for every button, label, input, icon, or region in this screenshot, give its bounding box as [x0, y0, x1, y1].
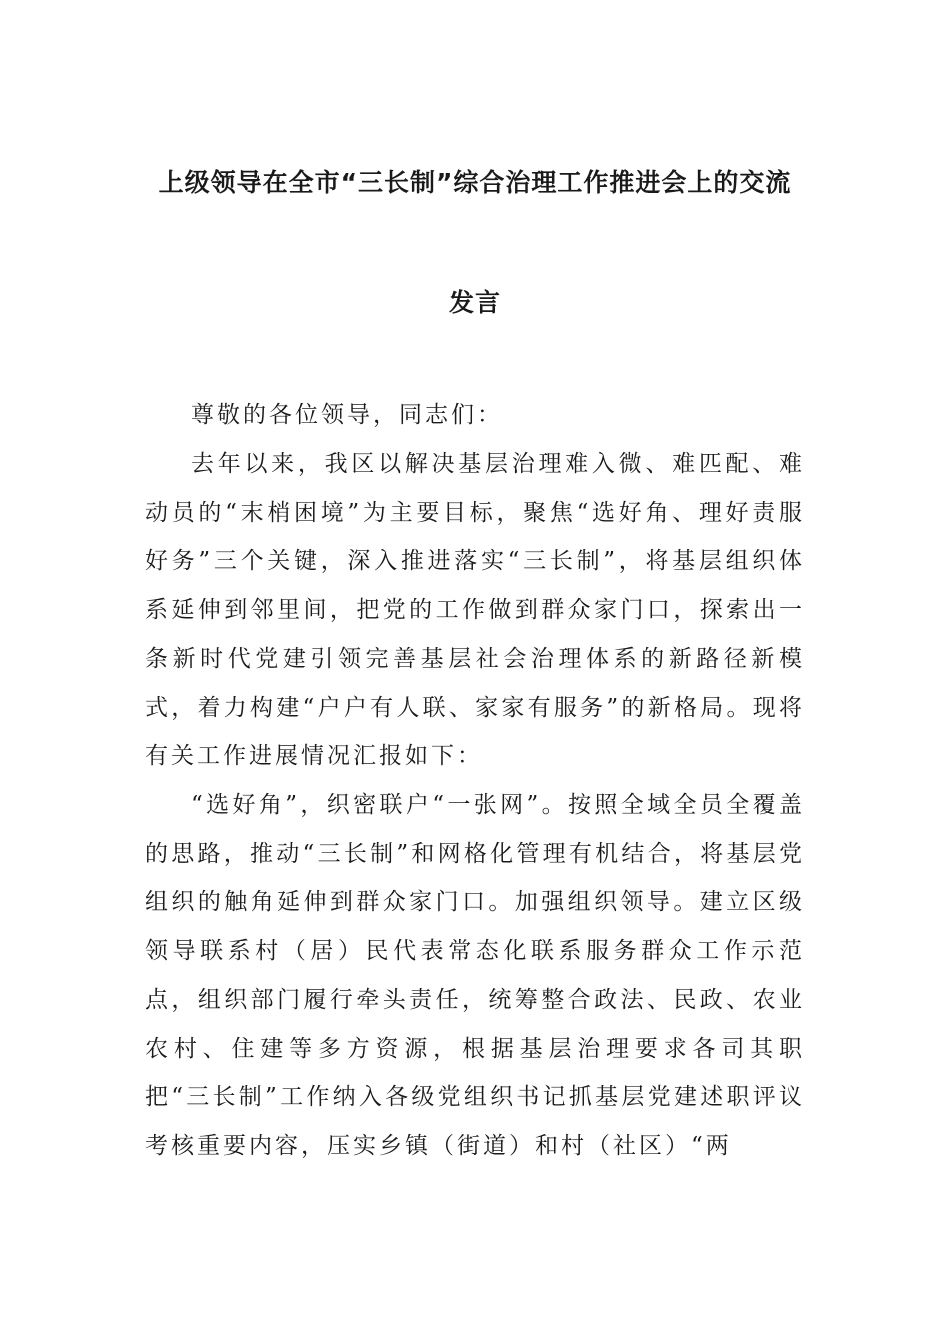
document-title-line-1: 上级领导在全市“三长制”综合治理工作推进会上的交流: [158, 168, 792, 197]
body-paragraph-2: [145, 781, 805, 1171]
paragraph-text: 去年以来，我区以解决基层治理难入微、难匹配、难动员的“末梢困境”为主要目标，聚焦“选好角、理好责服好务”三个关键，深入推进落实“三长制”，将基层组织体系延伸到邻里间，把党的工作做到群众家门口，探索出一条新时代党建引领完善基层社会治理体系的新路径新模式，着力构建“户户有人联、家家有服务”的新格局。现将有关工作进展情况汇报如下：: [145, 451, 805, 770]
body-paragraph-1: [145, 440, 805, 781]
paragraph-text: “选好角”，织密联户“一张网”。按照全域全员全覆盖的思路，推动“三长制”和网格化管理有机结合，将基层党组织的触角延伸到群众家门口。加强组织领导。建立区级领导联系村（居）民代表常态化联系服务群众工作示范点，组织部门履行牵头责任，统筹整合政法、民政、农业农村、住建等多方资源，根据基层治理要求各司其职把“三长制”工作纳入各级党组织书记抓基层党建述职评议考核重要内容，压实乡镇（街道）和村（社区）“两: [145, 792, 805, 1159]
document-title-line-2: 发言: [448, 288, 501, 317]
salutation-text: 尊敬的各位领导，同志们：: [191, 402, 503, 428]
salutation: [145, 391, 805, 440]
